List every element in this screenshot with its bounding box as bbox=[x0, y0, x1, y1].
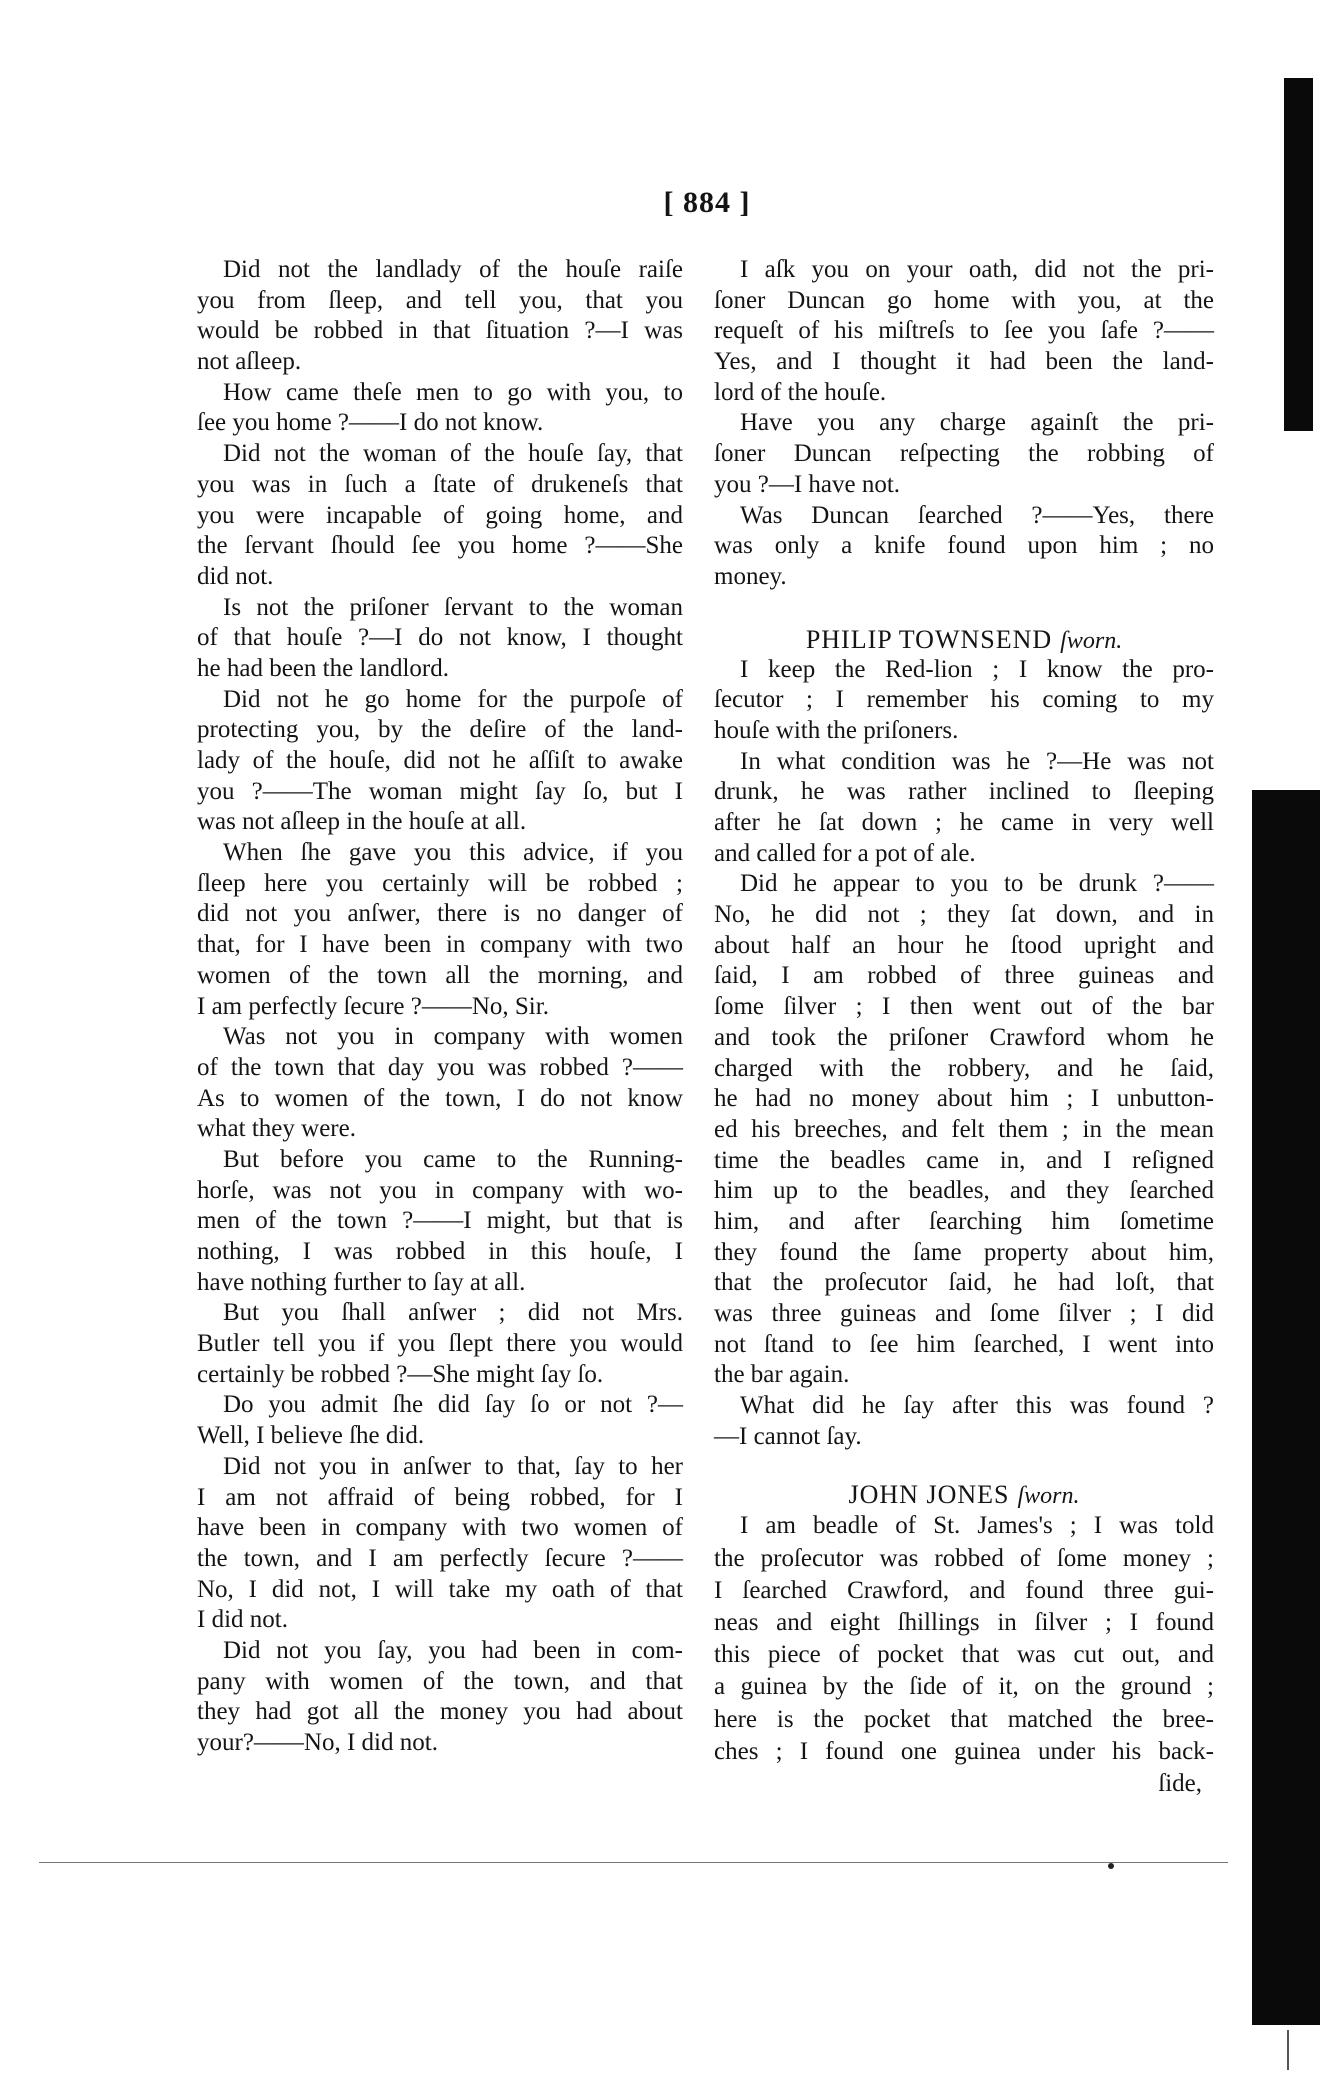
text-line: ſecutor ; I remember his coming to my bbox=[714, 686, 1214, 714]
text-line: he had no money about him ; I unbutton- bbox=[714, 1085, 1214, 1113]
text-line: he had been the landlord. bbox=[197, 654, 449, 682]
text-line: that the proſecutor ſaid, he had loſt, that bbox=[714, 1269, 1214, 1297]
text-line: and took the priſoner Crawford whom he bbox=[714, 1023, 1214, 1051]
paragraph bbox=[197, 1636, 683, 1759]
text-line: No, he did not ; they ſat down, and in bbox=[714, 901, 1214, 929]
text-line: I keep the Red-lion ; I know the pro- bbox=[740, 655, 1214, 683]
paragraph bbox=[714, 408, 1214, 500]
text-line: How came theſe men to go with you, to bbox=[223, 378, 683, 406]
text-line: But you ſhall anſwer ; did not Mrs. bbox=[223, 1299, 683, 1327]
text-line: a guinea by the ſide of it, on the ground ; bbox=[714, 1673, 1214, 1701]
text-line: the town, and I am perfectly ſecure ?—— bbox=[197, 1544, 683, 1572]
text-line: Did not the landlady of the houſe raiſe bbox=[223, 256, 683, 283]
text-line: Did not the woman of the houſe ſay, that bbox=[223, 440, 683, 468]
paragraph bbox=[197, 838, 683, 1022]
text-line: In what condition was he ?—He was not bbox=[740, 747, 1214, 775]
text-line: your?——No, I did not. bbox=[197, 1729, 438, 1756]
paragraph bbox=[197, 1145, 683, 1298]
text-line: lady of the houſe, did not he aſſiſt to awake bbox=[197, 747, 683, 774]
text-line: Did not you in anſwer to that, ſay to her bbox=[223, 1452, 683, 1480]
text-line: you ?—I have not. bbox=[714, 470, 901, 498]
text-line: him, and after ſearching him ſometime bbox=[714, 1207, 1214, 1235]
witness-heading bbox=[714, 1479, 1214, 1510]
text-line: about half an hour he ſtood upright and bbox=[714, 931, 1214, 959]
text-line: ed his breeches, and felt them ; in the mean bbox=[714, 1115, 1214, 1143]
sworn-label: ſworn. bbox=[1017, 1483, 1080, 1510]
margin-tick-mark bbox=[1287, 2030, 1289, 2070]
text-line: this piece of pocket that was cut out, and bbox=[714, 1641, 1214, 1669]
text-line: would be robbed in that ſituation ?—I was bbox=[197, 317, 683, 345]
text-line: I aſk you on your oath, did not the pri- bbox=[740, 256, 1214, 283]
paragraph bbox=[197, 1022, 683, 1145]
text-line: here is the pocket that matched the bree- bbox=[714, 1705, 1214, 1733]
text-line: and called for a pot of ale. bbox=[714, 839, 976, 867]
text-line: did not you anſwer, there is no danger of bbox=[197, 900, 683, 928]
text-line: the proſecutor was robbed of ſome money ; bbox=[714, 1544, 1214, 1572]
text-line: was three guineas and ſome ſilver ; I did bbox=[714, 1300, 1214, 1327]
text-line: lord of the houſe. bbox=[714, 378, 887, 406]
text-line: Did not you ſay, you had been in com- bbox=[223, 1636, 683, 1664]
paragraph bbox=[197, 378, 683, 439]
text-line: I did not. bbox=[197, 1606, 288, 1634]
text-line: the bar again. bbox=[714, 1361, 850, 1389]
witness-name: PHILIP TOWNSEND bbox=[805, 624, 1053, 654]
paragraph bbox=[197, 1452, 683, 1636]
catchword: ſide, bbox=[1158, 1769, 1202, 1797]
text-line: ſoner Duncan reſpecting the robbing of bbox=[714, 440, 1214, 468]
text-line: Butler tell you if you ſlept there you would bbox=[197, 1330, 683, 1358]
text-line: ſee you home ?——I do not know. bbox=[197, 409, 544, 437]
text-line: Was not you in company with women bbox=[223, 1023, 683, 1051]
text-line: of the town that day you was robbed ?—— bbox=[197, 1053, 683, 1081]
text-line: ſaid, I am robbed of three guineas and bbox=[714, 962, 1214, 990]
text-line: What did he ſay after this was found ? bbox=[740, 1392, 1214, 1420]
text-line: not aſleep. bbox=[197, 348, 302, 376]
text-line: As to women of the town, I do not know bbox=[197, 1084, 683, 1112]
text-line: you from ſleep, and tell you, that you bbox=[197, 286, 683, 314]
right-text-column bbox=[714, 255, 1214, 1800]
text-line: protecting you, by the deſire of the land- bbox=[197, 716, 683, 744]
text-line: did not. bbox=[197, 562, 274, 590]
text-line: requeſt of his miſtreſs to ſee you ſafe ?—— bbox=[714, 317, 1214, 345]
text-line: No, I did not, I will take my oath of that bbox=[197, 1575, 683, 1603]
witness-name: JOHN JONES bbox=[848, 1480, 1010, 1510]
paragraph bbox=[714, 747, 1214, 870]
paragraph bbox=[714, 1391, 1214, 1452]
text-line: was not aſleep in the houſe at all. bbox=[197, 808, 527, 836]
text-line: ſome ſilver ; I then went out of the bar bbox=[714, 993, 1214, 1021]
text-line: women of the town all the morning, and bbox=[197, 961, 683, 989]
text-line: was only a knife found upon him ; no bbox=[714, 532, 1214, 560]
paragraph bbox=[714, 255, 1214, 408]
text-line: you were incapable of going home, and bbox=[197, 501, 683, 529]
text-line: that, for I have been in company with two bbox=[197, 931, 683, 959]
page-number: [ 884 ] bbox=[663, 186, 751, 219]
text-line: I am beadle of St. James's ; I was told bbox=[740, 1512, 1214, 1540]
text-line: ſleep here you certainly will be robbed ; bbox=[197, 869, 683, 897]
paragraph bbox=[197, 439, 683, 592]
sworn-label: ſworn. bbox=[1060, 627, 1123, 654]
text-line: have nothing further to ſay at all. bbox=[197, 1268, 526, 1296]
paragraph bbox=[714, 655, 1214, 747]
text-line: nothing, I was robbed in this houſe, I bbox=[197, 1238, 683, 1265]
text-line: they found the ſame property about him, bbox=[714, 1238, 1214, 1266]
text-line: I am perfectly ſecure ?——No, Sir. bbox=[197, 992, 549, 1020]
text-line: —I cannot ſay. bbox=[714, 1422, 862, 1450]
text-line: Did not he go home for the purpoſe of bbox=[223, 685, 683, 713]
text-line: neas and eight ſhillings in ſilver ; I found bbox=[714, 1609, 1214, 1636]
paragraph bbox=[197, 593, 683, 685]
scan-edge-shadow-top bbox=[1284, 78, 1313, 431]
text-line: have been in company with two women of bbox=[197, 1514, 683, 1542]
text-line: after he ſat down ; he came in very well bbox=[714, 809, 1214, 836]
text-line: of that houſe ?—I do not know, I thought bbox=[197, 624, 683, 652]
text-line: I ſearched Crawford, and found three gui- bbox=[714, 1576, 1214, 1604]
text-line: you ?——The woman might ſay ſo, but I bbox=[197, 777, 683, 805]
paragraph bbox=[197, 1390, 683, 1451]
paragraph bbox=[197, 255, 683, 378]
left-text-column bbox=[197, 255, 683, 1759]
text-line: horſe, was not you in company with wo- bbox=[197, 1176, 683, 1204]
text-line: what they were. bbox=[197, 1115, 356, 1143]
text-line: not ſtand to ſee him ſearched, I went into bbox=[714, 1330, 1214, 1358]
text-line: time the beadles came in, and I reſigned bbox=[714, 1146, 1214, 1174]
paragraph bbox=[714, 869, 1214, 1391]
page-bottom-rule bbox=[39, 1862, 1228, 1863]
text-line: ſoner Duncan go home with you, at the bbox=[714, 286, 1214, 314]
text-line: Did he appear to you to be drunk ?—— bbox=[740, 870, 1214, 898]
text-line: certainly be robbed ?—She might ſay ſo. bbox=[197, 1360, 604, 1388]
scan-edge-shadow-bottom bbox=[1252, 790, 1320, 2025]
paragraph bbox=[197, 1298, 683, 1390]
text-line: I am not affraid of being robbed, for I bbox=[197, 1483, 683, 1511]
text-line: money. bbox=[714, 562, 787, 590]
text-line: Is not the priſoner ſervant to the woman bbox=[223, 593, 683, 621]
text-line: But before you came to the Running- bbox=[223, 1145, 683, 1173]
text-line: Do you admit ſhe did ſay ſo or not ?— bbox=[223, 1391, 683, 1419]
text-line: him up to the beadles, and they ſearched bbox=[714, 1177, 1214, 1205]
witness-heading bbox=[714, 624, 1214, 655]
text-line: Well, I believe ſhe did. bbox=[197, 1422, 425, 1450]
text-line: Was Duncan ſearched ?——Yes, there bbox=[740, 501, 1214, 529]
text-line: houſe with the priſoners. bbox=[714, 716, 959, 744]
text-line: When ſhe gave you this advice, if you bbox=[223, 839, 683, 867]
paragraph bbox=[197, 685, 683, 838]
text-line: Have you any charge againſt the pri- bbox=[740, 409, 1214, 437]
paragraph bbox=[714, 501, 1214, 593]
text-line: ches ; I found one guinea under his back- bbox=[714, 1737, 1214, 1765]
paragraph bbox=[714, 1510, 1214, 1768]
text-line: men of the town ?——I might, but that is bbox=[197, 1207, 683, 1235]
text-line: charged with the robbery, and he ſaid, bbox=[714, 1054, 1214, 1082]
ink-speck bbox=[1108, 1863, 1114, 1869]
text-line: Yes, and I thought it had been the land- bbox=[714, 348, 1214, 376]
text-line: pany with women of the town, and that bbox=[197, 1667, 683, 1695]
text-line: the ſervant ſhould ſee you home ?——She bbox=[197, 532, 683, 560]
text-line: you was in ſuch a ſtate of drukeneſs that bbox=[197, 470, 683, 498]
text-line: they had got all the money you had about bbox=[197, 1698, 683, 1726]
text-line: drunk, he was rather inclined to ſleeping bbox=[714, 778, 1214, 806]
